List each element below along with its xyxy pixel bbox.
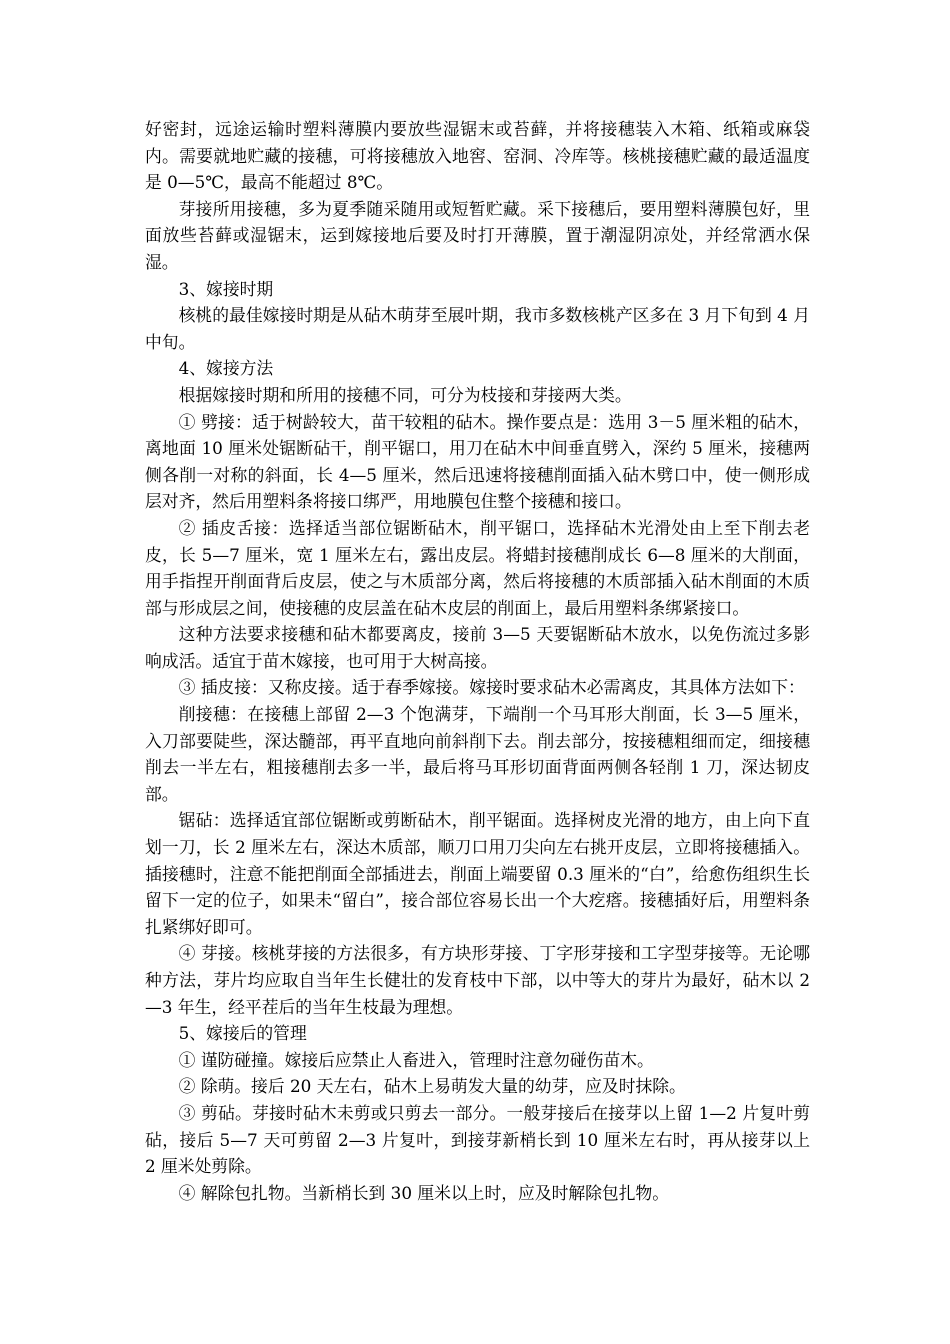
document-page [145,116,810,1206]
section-heading-aftercare: 5、嫁接后的管理 [178,1023,307,1044]
paragraph-saw-rootstock: 锯砧：选择适宜部位锯断或剪断砧木，削平锯面。选择树皮光滑的地方，由上向下直划一刀，长 2 厘米左右，深达木质部，顺刀口用刀尖向左右挑开皮层，立即将接穗插入。插接穗时，注意不能把削面全部插进去，削面上端要留 0.3 厘米的“白”，给愈伤组织生长留下一定的位子，如果未“留白”，接合部位容易长出一个大疙瘩。接穗插好后，用塑料条扎紧绑好即可。 [145,810,810,937]
paragraph-methods-intro: 根据嫁接时期和所用的接穗不同，可分为枝接和芽接两大类。 [178,384,632,405]
paragraph-aftercare-cut-rootstock: ③ 剪砧。芽接时砧木未剪或只剪去一部分。一般芽接后在接芽以上留 1—2 片复叶剪砧，接后 5—7 天可剪留 2—3 片复叶，到接芽新梢长到 10 厘米左右时，再从接芽以上 2 厘米处剪除。 [145,1102,810,1177]
paragraph-bud-graft-scions: 芽接所用接穗，多为夏季随采随用或短暂贮藏。采下接穗后，要用塑料薄膜包好，里面放些苔藓或湿锯末，运到嫁接地后要及时打开薄膜，置于潮湿阴凉处，并经常洒水保湿。 [145,198,810,272]
section-heading-grafting-time: 3、嫁接时期 [178,278,274,299]
paragraph-cleft-graft: ① 劈接：适于树龄较大，苗干较粗的砧木。操作要点是：选用 3－5 厘米粗的砧木，离地面 10 厘米处锯断砧干，削平锯口，用刀在砧木中间垂直劈入，深约 5 厘米，接穗两侧各削一对称的斜面，长 4—5 厘米，然后迅速将接穗削面插入砧木劈口中，使一侧形成层对齐，然后用塑料条将接口绑严，用地膜包住整个接穗和接口。 [145,411,810,512]
paragraph-aftercare-collision: ① 谨防碰撞。嫁接后应禁止人畜进入，管理时注意勿碰伤苗木。 [178,1049,654,1070]
paragraph-grafting-time: 核桃的最佳嫁接时期是从砧木萌芽至展叶期，我市多数核桃产区多在 3 月下旬到 4 月中旬。 [145,305,810,352]
paragraph-aftercare-remove-wrap: ④ 解除包扎物。当新梢长到 30 厘米以上时，应及时解除包扎物。 [178,1182,670,1203]
paragraph-bark-graft: ③ 插皮接：又称皮接。适于春季嫁接。嫁接时要求砧木必需离皮，其具体方法如下： [178,677,805,698]
paragraph-storage: 好密封，远途运输时塑料薄膜内要放些湿锯末或苔藓，并将接穗装入木箱、纸箱或麻袋内。需要就地贮藏的接穗，可将接穗放入地窖、窑洞、冷库等。核桃接穗贮藏的最适温度是 0—5℃，最高不能超过 8℃。 [145,119,810,193]
paragraph-bark-tongue-notes: 这种方法要求接穗和砧木都要离皮，接前 3—5 天要锯断砧木放水，以免伤流过多影响成活。适宜于苗木嫁接，也可用于大树高接。 [145,624,810,671]
paragraph-bark-tongue-graft: ② 插皮舌接：选择适当部位锯断砧木，削平锯口，选择砧木光滑处由上至下削去老皮，长 5—7 厘米，宽 1 厘米左右，露出皮层。将蜡封接穗削成长 6—8 厘米的大削面，用手指捏开削面背后皮层，使之与木质部分离，然后将接穗的木质部插入砧木削面的木质部与形成层之间，使接穗的皮层盖在砧木皮层的削面上，最后用塑料条绑紧接口。 [145,517,810,618]
paragraph-cut-scion: 削接穗：在接穗上部留 2—3 个饱满芽，下端削一个马耳形大削面，长 3—5 厘米，入刀部要陡些，深达髓部，再平直地向前斜削下去。削去部分，按接穗粗细而定，细接穗削去一半左右，粗接穗削去多一半，最后将马耳形切面背面两侧各轻削 1 刀，深达韧皮部。 [145,704,810,804]
paragraph-bud-graft: ④ 芽接。核桃芽接的方法很多，有方块形芽接、丁字形芽接和工字型芽接等。无论哪种方法，芽片均应取自当年生长健壮的发育枝中下部，以中等大的芽片为最好，砧木以 2—3 年生，经平茬后的当年生枝最为理想。 [145,943,810,1017]
paragraph-aftercare-sprouts: ② 除萌。接后 20 天左右，砧木上易萌发大量的幼芽，应及时抹除。 [178,1076,686,1097]
section-heading-grafting-methods: 4、嫁接方法 [178,358,274,379]
